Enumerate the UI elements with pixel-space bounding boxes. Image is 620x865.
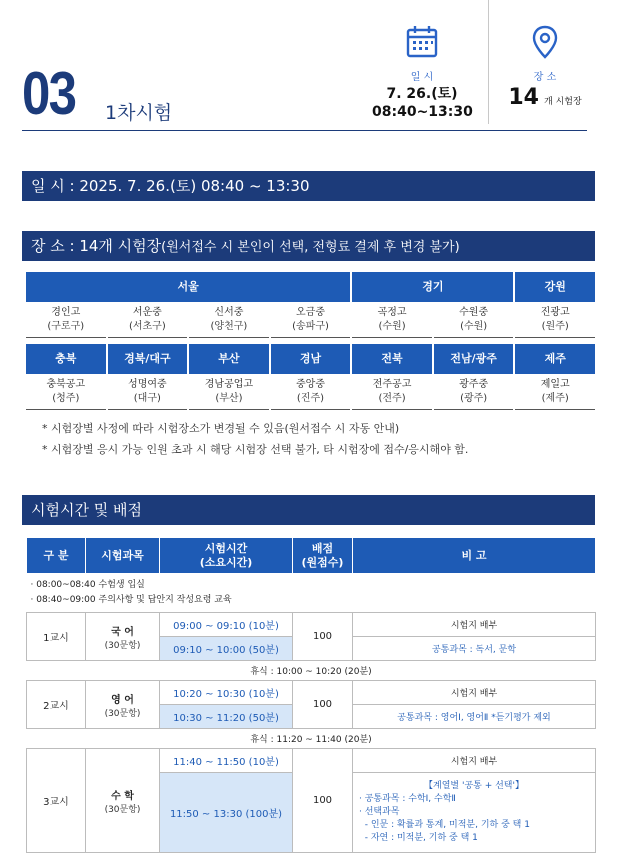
math-remark-cell xyxy=(353,773,596,853)
place-label: 장 소 xyxy=(533,72,557,83)
subject-cell xyxy=(86,681,160,729)
site-name: 서운중 xyxy=(132,307,162,318)
place-info xyxy=(500,24,590,110)
date-label: 일 시 xyxy=(410,72,434,83)
site-name: 수원중 xyxy=(459,307,489,318)
subject-name: 수 학 xyxy=(111,790,134,802)
site-district: (원주) xyxy=(541,321,569,332)
math-note-line: - 자연 : 미적분, 기하 중 택 1 xyxy=(359,833,478,843)
subject-name: 영 어 xyxy=(111,694,134,706)
site-cell xyxy=(352,374,432,410)
schedule-table xyxy=(26,537,596,853)
table-header-row xyxy=(27,538,596,574)
section-number: 03 xyxy=(22,60,76,127)
site-district: (광주) xyxy=(460,393,488,404)
break-row xyxy=(27,661,596,681)
site-cell xyxy=(189,302,269,338)
col-header-remarks: 비 고 xyxy=(353,538,596,574)
period-label: 1교시 xyxy=(27,613,86,661)
remark-cell: 공통과목 : 독서, 문학 xyxy=(353,637,596,661)
site-name: 곡정고 xyxy=(377,307,407,318)
math-note-line: 【계열별 '공통 + 선택'】 xyxy=(424,781,524,791)
remark-cell: 시험지 배부 xyxy=(353,749,596,773)
site-cell xyxy=(434,374,514,410)
subject-questions: (30문항) xyxy=(104,708,141,719)
time-slot: 10:20 ~ 10:30 (10분) xyxy=(160,681,293,705)
site-cell xyxy=(352,302,432,338)
site-name: 성명여중 xyxy=(128,379,167,390)
site-district: (구로구) xyxy=(47,321,85,332)
subject-name: 국 어 xyxy=(111,626,134,638)
period-label: 3교시 xyxy=(27,749,86,853)
time-slot-highlight: 10:30 ~ 11:20 (50분) xyxy=(160,705,293,729)
remark-cell: 공통과목 : 영어Ⅰ, 영어Ⅱ *듣기평가 제외 xyxy=(353,705,596,729)
site-name: 전주공고 xyxy=(372,379,412,390)
site-name: 경남공업고 xyxy=(204,379,254,390)
calendar-icon xyxy=(404,24,440,60)
site-district: (양천구) xyxy=(210,321,248,332)
table-row xyxy=(27,681,596,705)
location-notes xyxy=(42,418,468,460)
period-label: 2교시 xyxy=(27,681,86,729)
subject-cell xyxy=(86,613,160,661)
site-cell xyxy=(271,302,351,338)
col-header-time xyxy=(160,538,293,574)
site-name: 진광고 xyxy=(540,307,570,318)
region-header: 부산 xyxy=(189,344,269,374)
score-cell: 100 xyxy=(293,613,353,661)
site-cell xyxy=(26,302,106,338)
subject-cell xyxy=(86,749,160,853)
region-header: 경남 xyxy=(271,344,351,374)
remark-cell: 시험지 배부 xyxy=(353,681,596,705)
site-name: 경인고 xyxy=(51,307,81,318)
site-name: 제일고 xyxy=(540,379,570,390)
region-header: 전북 xyxy=(352,344,432,374)
region-header: 경북/대구 xyxy=(108,344,188,374)
site-name: 신서중 xyxy=(214,307,244,318)
score-cell: 100 xyxy=(293,749,353,853)
location-grid-row1 xyxy=(26,272,595,338)
subject-questions: (30문항) xyxy=(104,640,141,651)
break-cell: 휴식 : 10:00 ~ 10:20 (20분) xyxy=(27,661,596,681)
site-cell xyxy=(515,302,595,338)
site-district: (대구) xyxy=(133,393,161,404)
region-header: 충북 xyxy=(26,344,106,374)
site-district: (전주) xyxy=(378,393,406,404)
math-note-line: · 선택과목 xyxy=(359,807,400,817)
intro-cell xyxy=(27,574,596,613)
math-note-line: · 공통과목 : 수학Ⅰ, 수학Ⅱ xyxy=(359,794,456,804)
header-rule xyxy=(22,130,587,131)
header-divider xyxy=(488,0,489,124)
subject-questions: (30문항) xyxy=(104,804,141,815)
time-value: 08:40~13:30 xyxy=(372,104,473,120)
site-cell xyxy=(515,374,595,410)
time-slot-highlight: 09:10 ~ 10:00 (50분) xyxy=(160,637,293,661)
break-cell: 휴식 : 11:20 ~ 11:40 (20분) xyxy=(27,729,596,749)
date-bar: 일 시 : 2025. 7. 26.(토) 08:40 ~ 13:30 xyxy=(22,171,595,201)
site-district: (제주) xyxy=(541,393,569,404)
place-count xyxy=(500,85,590,110)
site-name: 광주중 xyxy=(459,379,489,390)
location-pin-icon xyxy=(530,24,560,60)
col-header-period: 구 분 xyxy=(27,538,86,574)
math-note-line: - 인문 : 확률과 통계, 미적분, 기하 중 택 1 xyxy=(359,820,530,830)
date-value: 7. 26.(토) xyxy=(386,86,458,102)
schedule-bar: 시험시간 및 배점 xyxy=(22,495,595,525)
region-header: 전남/광주 xyxy=(434,344,514,374)
place-bar-main: 장 소 : 14개 시험장 xyxy=(31,237,162,255)
time-slot: 09:00 ~ 09:10 (10분) xyxy=(160,613,293,637)
place-bar xyxy=(22,231,595,261)
section-title: 1차시험 xyxy=(105,102,173,124)
note-line: * 시험장별 사정에 따라 시험장소가 변경될 수 있음(원서접수 시 자동 안내) xyxy=(42,422,400,435)
region-header: 경기 xyxy=(352,272,513,302)
col-header-time-text: 시험시간 (소요시간) xyxy=(199,541,253,569)
remark-cell: 시험지 배부 xyxy=(353,613,596,637)
site-cell xyxy=(271,374,351,410)
site-district: (청주) xyxy=(52,393,80,404)
site-district: (부산) xyxy=(215,393,243,404)
site-name: 중앙중 xyxy=(296,379,325,390)
site-cell xyxy=(189,374,269,410)
intro-line: · 08:00~08:40 수험생 입실 xyxy=(30,580,145,590)
date-info xyxy=(372,24,472,121)
site-district: (서초구) xyxy=(128,321,166,332)
location-grid-row2 xyxy=(26,344,595,410)
col-header-subject: 시험과목 xyxy=(86,538,160,574)
time-slot: 11:40 ~ 11:50 (10분) xyxy=(160,749,293,773)
site-cell xyxy=(108,374,188,410)
site-cell xyxy=(26,374,106,410)
break-row xyxy=(27,729,596,749)
table-row xyxy=(27,613,596,637)
col-header-score xyxy=(293,538,353,574)
region-header: 서울 xyxy=(26,272,350,302)
time-slot-highlight: 11:50 ~ 13:30 (100분) xyxy=(160,773,293,853)
intro-row xyxy=(27,574,596,613)
site-name: 충북공고 xyxy=(46,379,86,390)
region-header: 제주 xyxy=(515,344,595,374)
place-bar-sub: (원서접수 시 본인이 선택, 전형료 결제 후 변경 불가) xyxy=(161,240,460,255)
site-district: (수원) xyxy=(460,321,488,332)
note-line: * 시험장별 응시 가능 인원 초과 시 해당 시험장 선택 불가, 타 시험장에 접수/응시해야 함. xyxy=(42,443,469,456)
place-count-unit: 개 시험장 xyxy=(544,97,582,107)
col-header-score-text: 배점 (원점수) xyxy=(301,541,344,569)
place-count-number: 14 xyxy=(508,85,539,110)
region-header: 강원 xyxy=(515,272,595,302)
table-row xyxy=(27,749,596,773)
site-cell xyxy=(108,302,188,338)
site-name: 오금중 xyxy=(296,307,325,318)
intro-line: · 08:40~09:00 주의사항 및 답안지 작성요령 교육 xyxy=(30,595,232,605)
site-district: (송파구) xyxy=(292,321,329,332)
site-district: (진주) xyxy=(296,393,325,404)
site-cell xyxy=(434,302,514,338)
score-cell: 100 xyxy=(293,681,353,729)
site-district: (수원) xyxy=(378,321,406,332)
